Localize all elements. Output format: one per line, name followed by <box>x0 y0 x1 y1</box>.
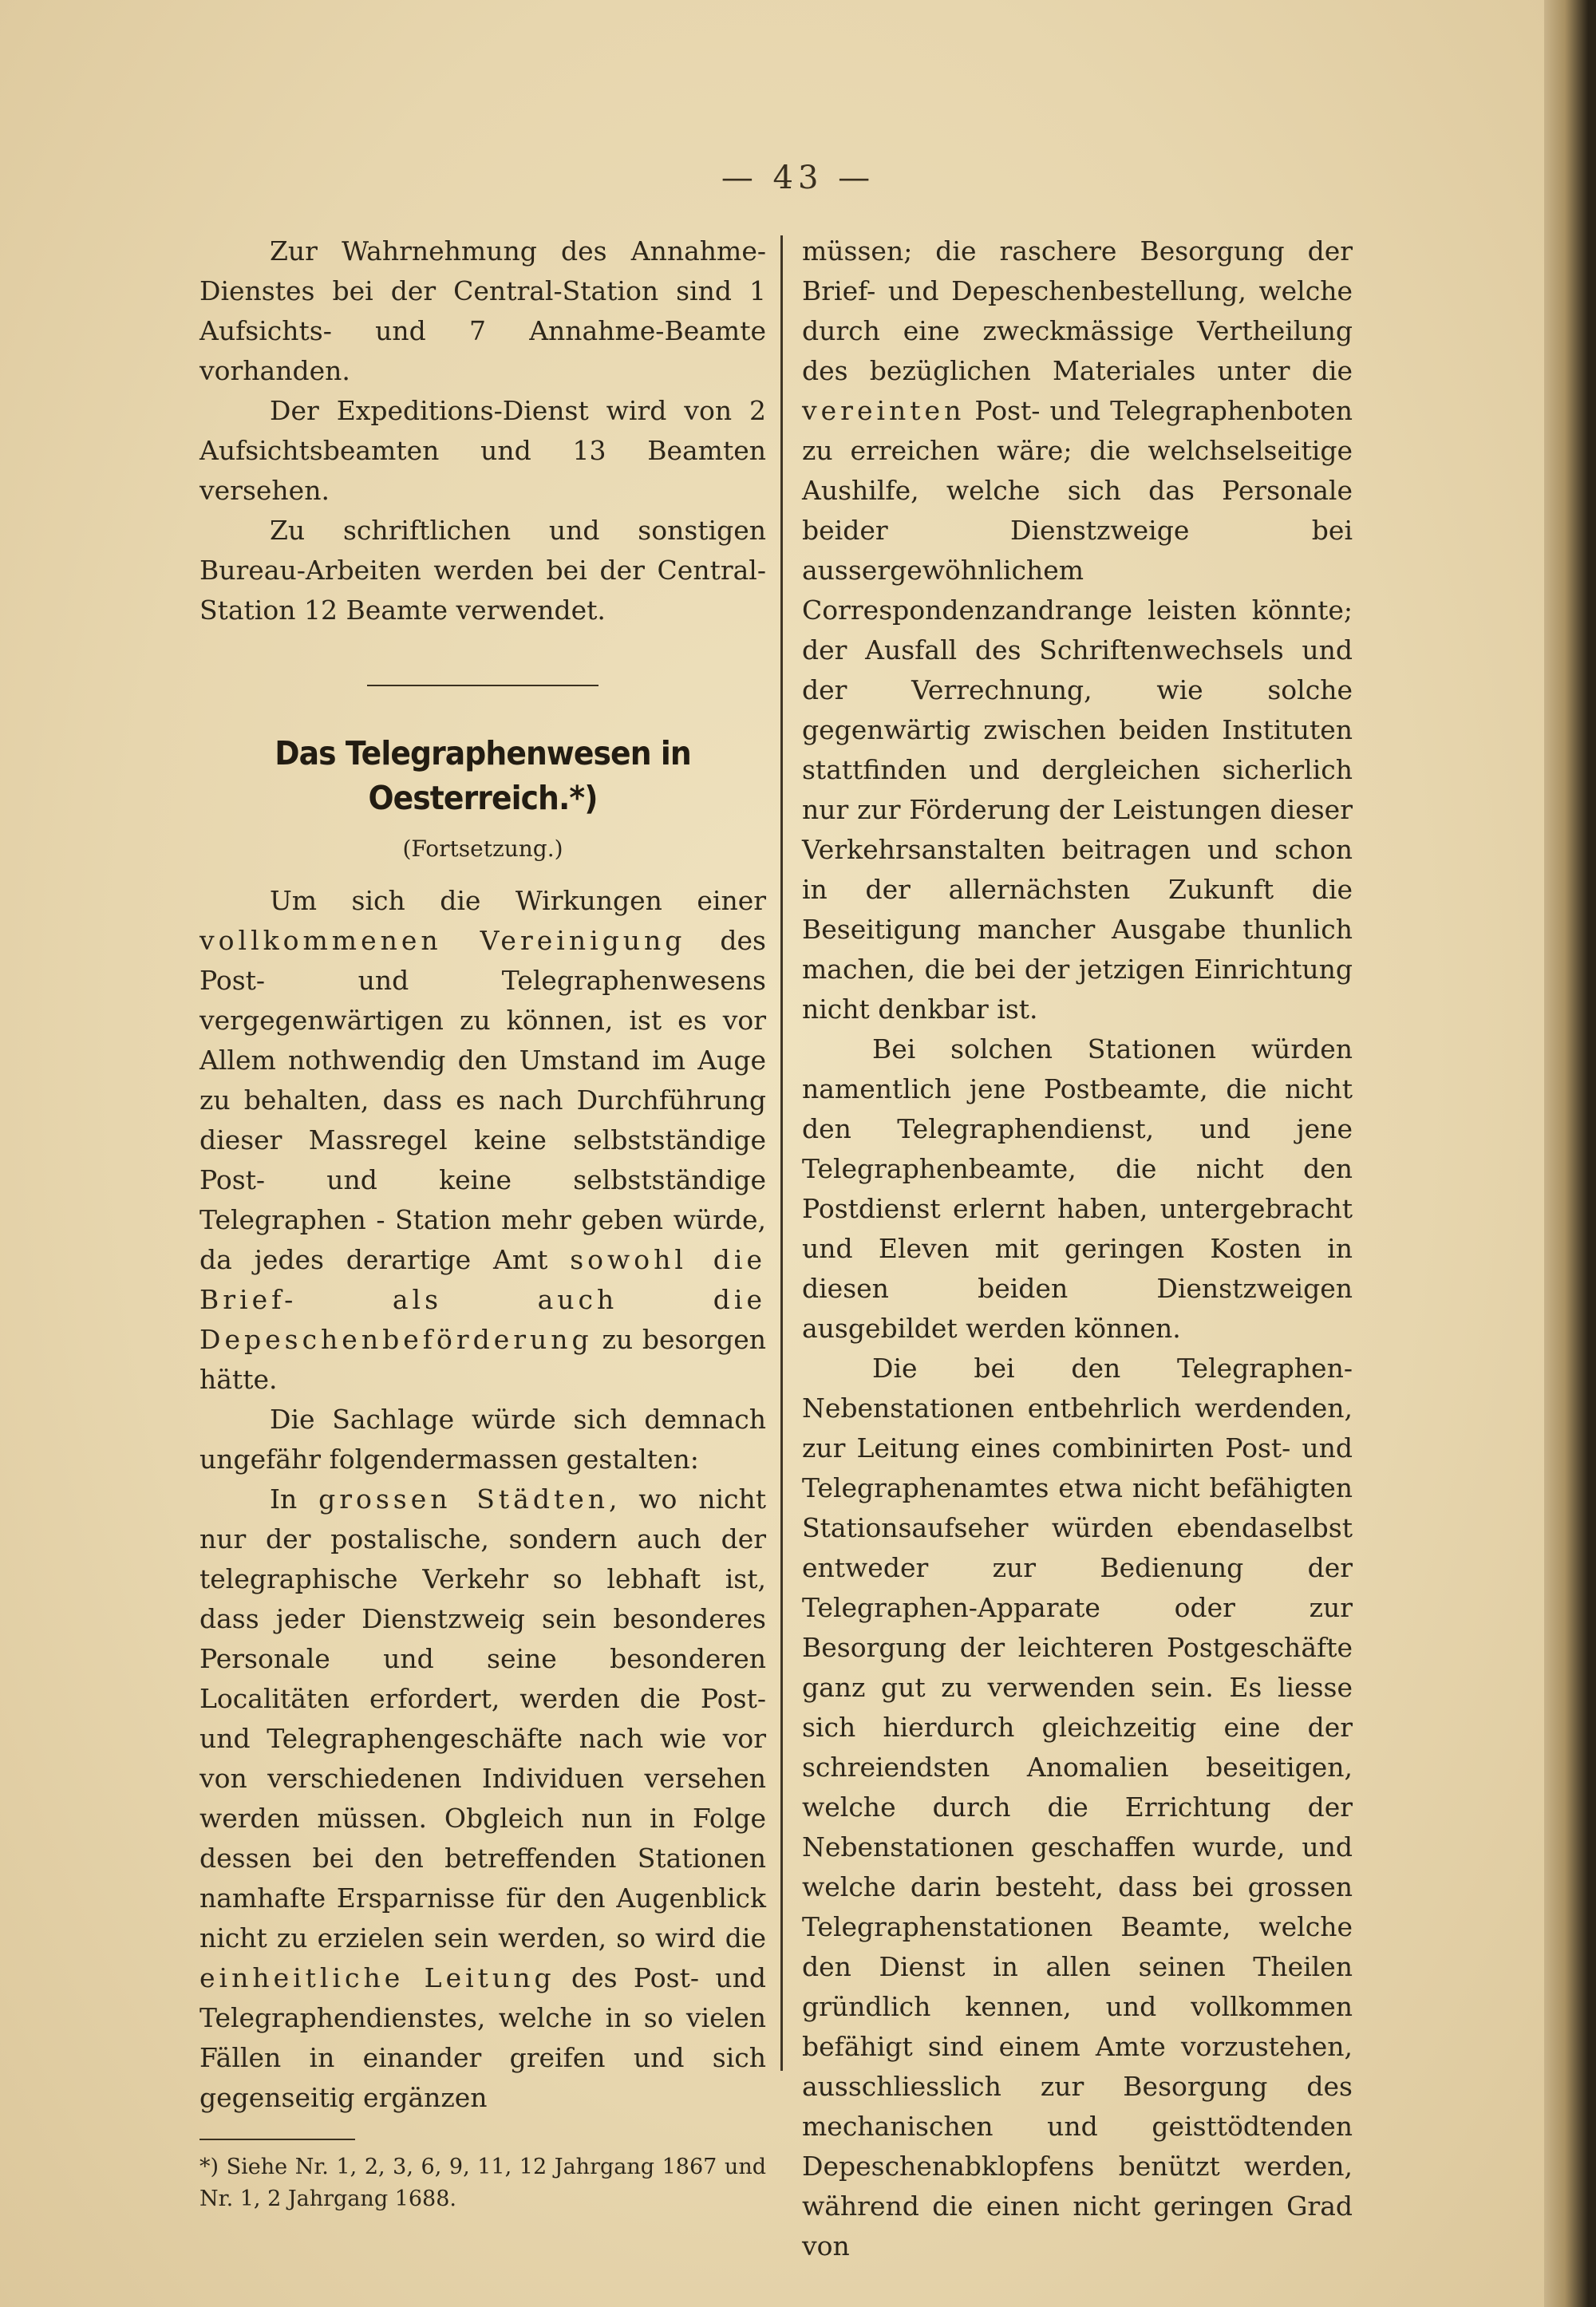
page-edge <box>1544 0 1596 2307</box>
text-run: des Post- und Telegraphenwesens vergegenwärtigen zu können, ist es vor Allem nothwendig den Umstand im Auge zu behalten, dass es nach Durchführung dieser Massregel keine selbstständige Post- und keine selbstständige Telegraphen - Station mehr geben würde, da jedes derartige Amt <box>200 925 766 1275</box>
paragraph <box>802 231 1353 1029</box>
spaced-text: sowohl die Brief- als auch die Depeschenbeförderung <box>200 1244 766 1355</box>
footnote-rule <box>200 2139 355 2140</box>
footnote <box>200 2151 766 2215</box>
paragraph: Zu schriftlichen und sonstigen Bureau-Arbeiten werden bei der Central-Station 12 Beamte verwendet. <box>200 515 766 626</box>
section-divider <box>367 685 598 686</box>
right-column <box>802 231 1353 2266</box>
paragraph <box>200 881 766 1400</box>
article-subheading: (Fortsetzung.) <box>402 835 563 862</box>
paragraph <box>200 1479 766 2118</box>
text-run: In <box>270 1483 298 1515</box>
spaced-text: grossen Städten <box>318 1483 610 1515</box>
left-column <box>200 231 766 2215</box>
paragraph: Der Expeditions-Dienst wird von 2 Aufsichtsbeamten und 13 Beamten versehen. <box>200 395 766 506</box>
paragraph: Die bei den Telegraphen-Nebenstationen entbehrlich werdenden, zur Leitung eines combinirten Post- und Telegraphenamtes etwa nicht befähigten Stationsaufseher würden ebendaselbst entweder zur Bedienung der Telegraphen-Apparate oder zur Besorgung der leichteren Postgeschäfte ganz gut zu verwenden sein. Es liesse sich hierdurch gleichzeitig eine der schreiendsten Anomalien beseitigen, welche durch die Errichtung der Nebenstationen geschaffen wurde, und welche darin besteht, dass bei grossen Telegraphenstationen Beamte, welche den Dienst in allen seinen Theilen gründlich kennen, und vollkommen befähigt sind einem Amte vorzustehen, ausschliesslich zur Besorgung des mechanischen und geisttödtenden Depeschenabklopfens benützt werden, während die einen nicht geringen Grad von <box>802 1353 1353 2262</box>
text-run: , wo nicht nur der postalische, sondern auch der telegraphische Verkehr so lebhaft ist, dass jeder Dienstzweig sein besonderes Personale und seine besonderen Localitäten erfordert, werden die Post- und Telegraphengeschäfte nach wie vor von verschiedenen Individuen versehen werden müssen. Obgleich nun in Folge dessen bei den betreffenden Stationen namhafte Ersparnisse für den Augenblick nicht zu erzielen sein werden, so wird die <box>200 1483 766 1953</box>
paragraph: Bei solchen Stationen würden namentlich jene Postbeamte, die nicht den Telegraphendienst, und jene Telegraphenbeamte, die nicht den Postdienst erlernt haben, untergebracht und Eleven mit geringen Kosten in diesen beiden Dienstzweigen ausgebildet werden können. <box>802 1033 1353 1344</box>
text-run: Um sich die Wirkungen einer <box>270 885 766 916</box>
page-number: — 43 — <box>721 160 875 196</box>
paragraph: Zur Wahrnehmung des Annahme-Dienstes bei der Central-Station sind 1 Aufsichts- und 7 Annahme-Beamte vorhanden. <box>200 235 766 386</box>
text-run: zu besorgen hätte. <box>200 1324 766 1395</box>
paragraph: Die Sachlage würde sich demnach ungefähr folgendermassen gestalten: <box>200 1404 766 1475</box>
text-run: des Post- und Telegraphendienstes, welche in so vielen Fällen in einander greifen und sich gegenseitig ergänzen <box>200 1962 766 2113</box>
spaced-text: vereinten <box>802 395 966 426</box>
article-heading: Das Telegraphenwesen in Oesterreich.*) <box>275 734 691 817</box>
text-run: müssen; die raschere Besorgung der Brief- und Depeschenbestellung, welche durch eine zweckmässige Vertheilung des bezüglichen Materiales unter die <box>802 235 1353 386</box>
column-divider <box>780 235 783 2071</box>
spaced-text: vollkommenen Vereinigung <box>200 925 686 956</box>
footnote-text: *) Siehe Nr. 1, 2, 3, 6, 9, 11, 12 Jahrgang 1867 und Nr. 1, 2 Jahrgang 1688. <box>200 2155 766 2211</box>
spaced-text: einheitliche Leitung <box>200 1962 555 1993</box>
text-run: Post- und Telegraphenboten zu erreichen wäre; die welchselseitige Aushilfe, welche sich das Personale beider Dienstzweige bei aussergewöhnlichem Correspondenzandrange leisten könnte; der Ausfall des Schriftenwechsels und der Verrechnung, wie solche gegenwärtig zwischen beiden Instituten stattfinden und dergleichen sicherlich nur zur Förderung der Leistungen dieser Verkehrsanstalten beitragen und schon in der allernächsten Zukunft die Beseitigung mancher Ausgabe thunlich machen, die bei der jetzigen Einrichtung nicht denkbar ist. <box>802 395 1353 1025</box>
